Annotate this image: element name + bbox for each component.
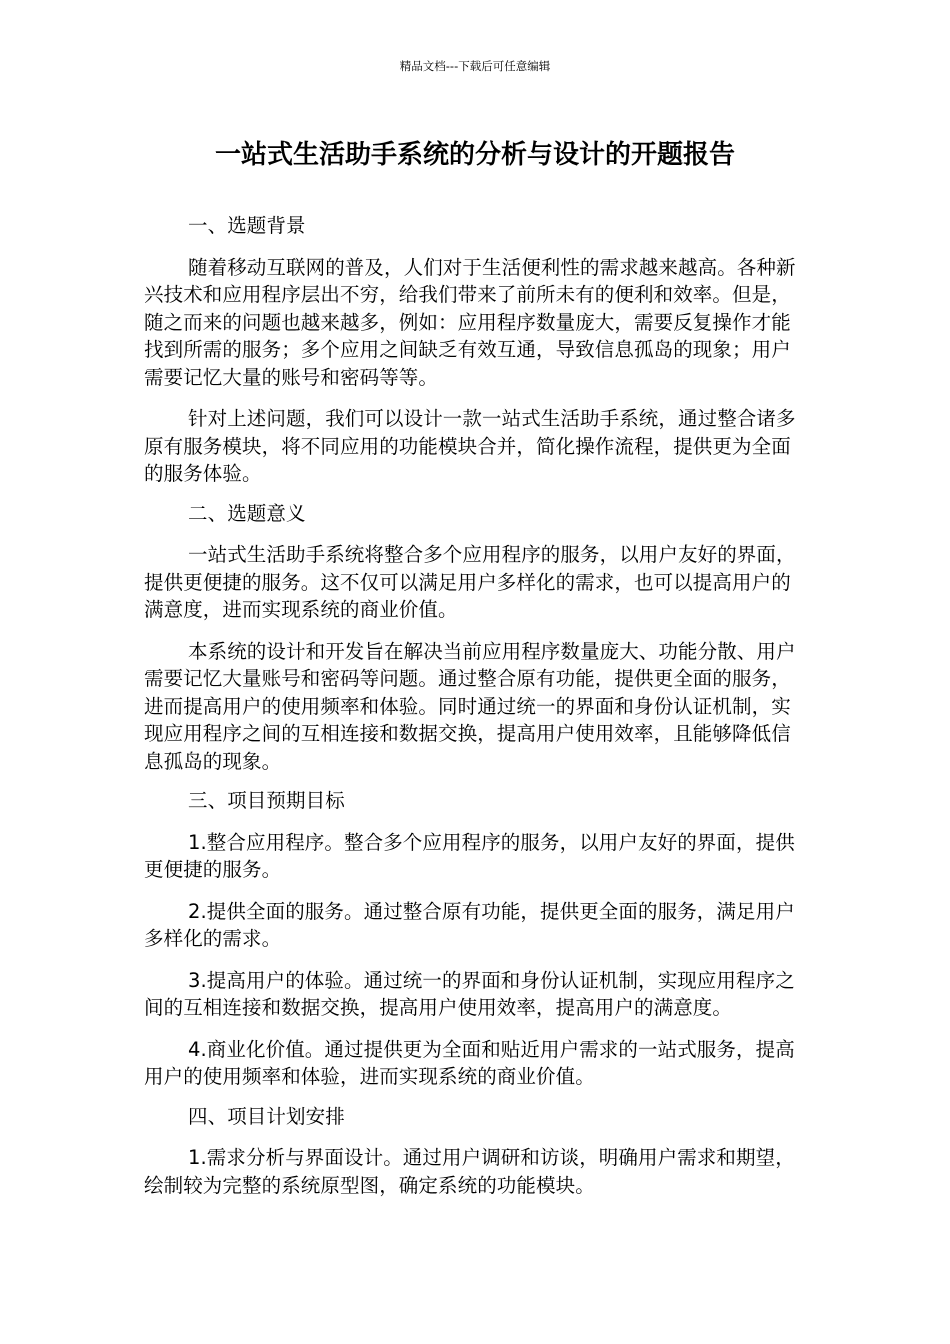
goal-item-4: 4.商业化价值。通过提供更为全面和贴近用户需求的一站式服务，提高用户的使用频率和体验，进而实现系统的商业价值。	[144, 1037, 795, 1088]
plan-item-1: 1.需求分析与界面设计。通过用户调研和访谈，明确用户需求和期望，绘制较为完整的系统原型图，确定系统的功能模块。	[144, 1146, 795, 1197]
paragraph-background-2: 针对上述问题，我们可以设计一款一站式生活助手系统，通过整合诸多原有服务模块，将不同应用的功能模块合并，简化操作流程，提供更为全面的服务体验。	[144, 407, 796, 485]
goal-item-1: 1.整合应用程序。整合多个应用程序的服务，以用户友好的界面，提供更便捷的服务。	[144, 830, 795, 881]
document-title: 一站式生活助手系统的分析与设计的开题报告	[214, 140, 735, 170]
document-body	[144, 212, 806, 1199]
header-note: 精品文档---下载后可任意编辑	[399, 59, 551, 73]
goal-item-2: 2.提供全面的服务。通过整合原有功能，提供更全面的服务，满足用户多样化的需求。	[144, 899, 795, 950]
section-heading-significance: 二、选题意义	[188, 501, 306, 525]
paragraph-background-1: 随着移动互联网的普及，人们对于生活便利性的需求越来越高。各种新兴技术和应用程序层出不穷，给我们带来了前所未有的便利和效率。但是，随之而来的问题也越来越多，例如：应用程序数量庞大，需要反复操作才能找到所需的服务；多个应用之间缺乏有效互通，导致信息孤岛的现象；用户需要记忆大量的账号和密码等等。	[144, 255, 796, 389]
section-heading-goals: 三、项目预期目标	[188, 789, 345, 812]
section-heading-background: 一、选题背景	[188, 214, 306, 237]
goal-item-3: 3.提高用户的体验。通过统一的界面和身份认证机制，实现应用程序之间的互相连接和数据交换，提高用户使用效率，提高用户的满意度。	[144, 968, 795, 1019]
paragraph-significance-1: 一站式生活助手系统将整合多个应用程序的服务，以用户友好的界面，提供更便捷的服务。这不仅可以满足用户多样化的需求，也可以提高用户的满意度，进而实现系统的商业价值。	[144, 543, 796, 621]
section-heading-plan: 四、项目计划安排	[188, 1104, 345, 1128]
paragraph-significance-2: 本系统的设计和开发旨在解决当前应用程序数量庞大、功能分散、用户需要记忆大量账号和密码等问题。通过整合原有功能，提供更全面的服务，进而提高用户的使用频率和体验。同时通过统一的界面和身份认证机制，实现应用程序之间的互相连接和数据交换，提高用户使用效率，且能够降低信息孤岛的现象。	[144, 639, 796, 773]
